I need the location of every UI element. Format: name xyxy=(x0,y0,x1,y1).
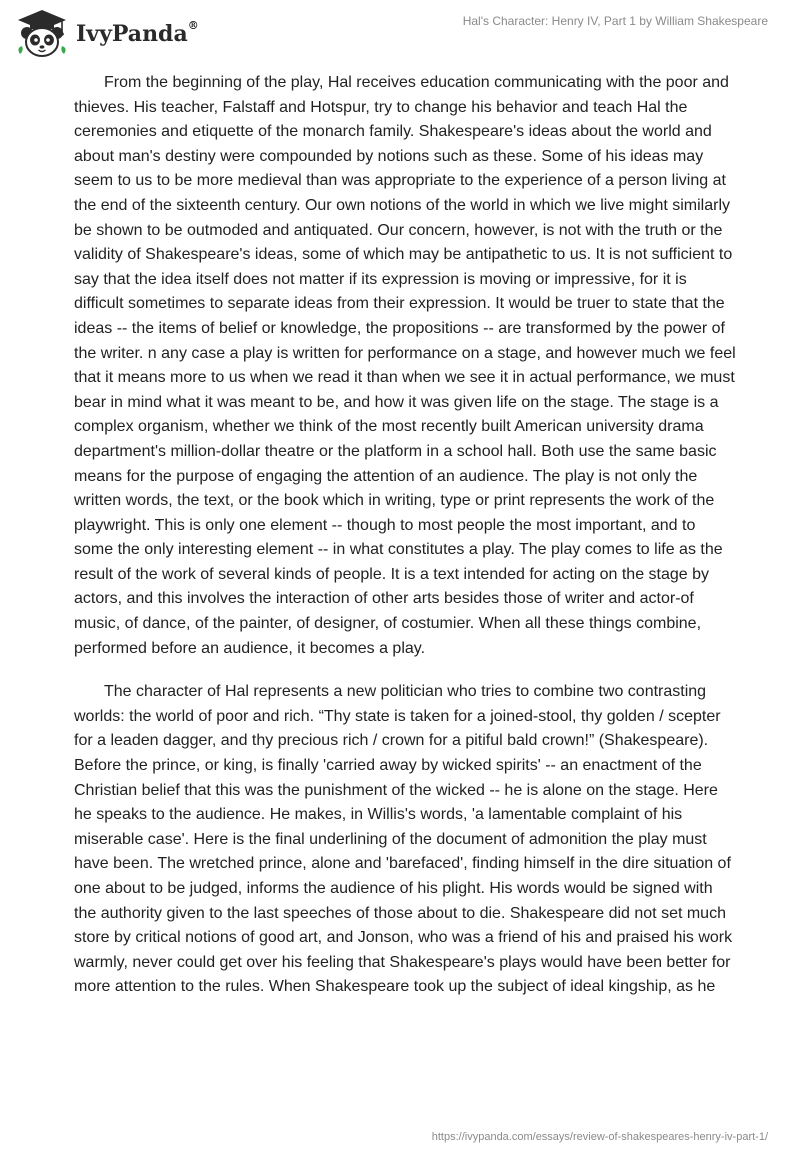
logo-wordmark xyxy=(76,21,199,47)
logo-name: IvyPanda xyxy=(76,21,188,47)
ivypanda-logo[interactable] xyxy=(14,6,199,62)
document-title: Hal's Character: Henry IV, Part 1 by William Shakespeare xyxy=(462,14,768,28)
panda-graduate-icon xyxy=(14,6,70,62)
registered-mark: ® xyxy=(187,19,199,32)
essay-body xyxy=(74,71,736,1019)
source-url[interactable]: https://ivypanda.com/essays/review-of-shakespeares-henry-iv-part-1/ xyxy=(431,1131,768,1143)
page-header xyxy=(0,0,800,70)
paragraph: From the beginning of the play, Hal receives education communicating with the poor and thieves. His teacher, Falstaff and Hotspur, try to change his behavior and teach Hal the ceremonies and etiquette of the monarch family. Shakespeare's ideas about the world and about man's destiny were compounded by notions such as these. Some of his ideas may seem to us to be more medieval than was appropriate to the experience of a person living at the end of the sixteenth century. Our own notions of the world in which we live might similarly be shown to be outmoded and antiquated. Our concern, however, is not with the truth or the validity of Shakespeare's ideas, some of which may be antipathetic to us. It is not sufficient to say that the idea itself does not matter if its expression is moving or impressive, for it is difficult sometimes to separate ideas from their expression. It would be truer to state that the ideas -- the items of belief or knowledge, the propositions -- are transformed by the power of the writer. n any case a play is written for performance on a stage, and however much we feel that it means more to us when we read it than when we see it in actual performance, we must bear in mind what it was meant to be, and how it was given life on the stage. The stage is a complex organism, whether we think of the most recently built American university drama department's million-dollar theatre or the platform in a school hall. Both use the same basic means for the purpose of engaging the attention of an audience. The play is not only the written words, the text, or the book which in writing, type or print represents the work of the playwright. This is only one element -- though to most people the most important, and to some the only interesting element -- in what constitutes a play. The play comes to life as the result of the work of several kinds of people. It is a text intended for acting on the stage by actors, and this involves the interaction of other arts besides those of writer and actor-of music, of dance, of the painter, of designer, of costumier. When all these things combine, performed before an audience, it becomes a play. xyxy=(74,74,736,657)
paragraph: The character of Hal represents a new politician who tries to combine two contrasting worlds: the world of poor and rich. “Thy state is taken for a joined-stool, thy golden / scepter for a leaden dagger, and thy precious rich / crown for a pitiful bald crown!” (Shakespeare). Before the prince, or king, is finally 'carried away by wicked spirits' -- an enactment of the Christian belief that this was the punishment of the wicked -- he is alone on the stage. Here he speaks to the audience. He makes, in Willis's words, 'a lamentable complaint of his miserable case'. Here is the final underlining of the document of admonition the play must have been. The wretched prince, alone and 'barefaced', finding himself in the dire situation of one about to be judged, informs the audience of his plight. His words would be signed with the authority given to the last speeches of those about to die. Shakespeare did not set much store by critical notions of good art, and Jonson, who was a friend of his and praised his work warmly, never could get over his feeling that Shakespeare's plays would have been better for more attention to the rules. When Shakespeare took up the subject of ideal kingship, as he xyxy=(74,683,733,996)
